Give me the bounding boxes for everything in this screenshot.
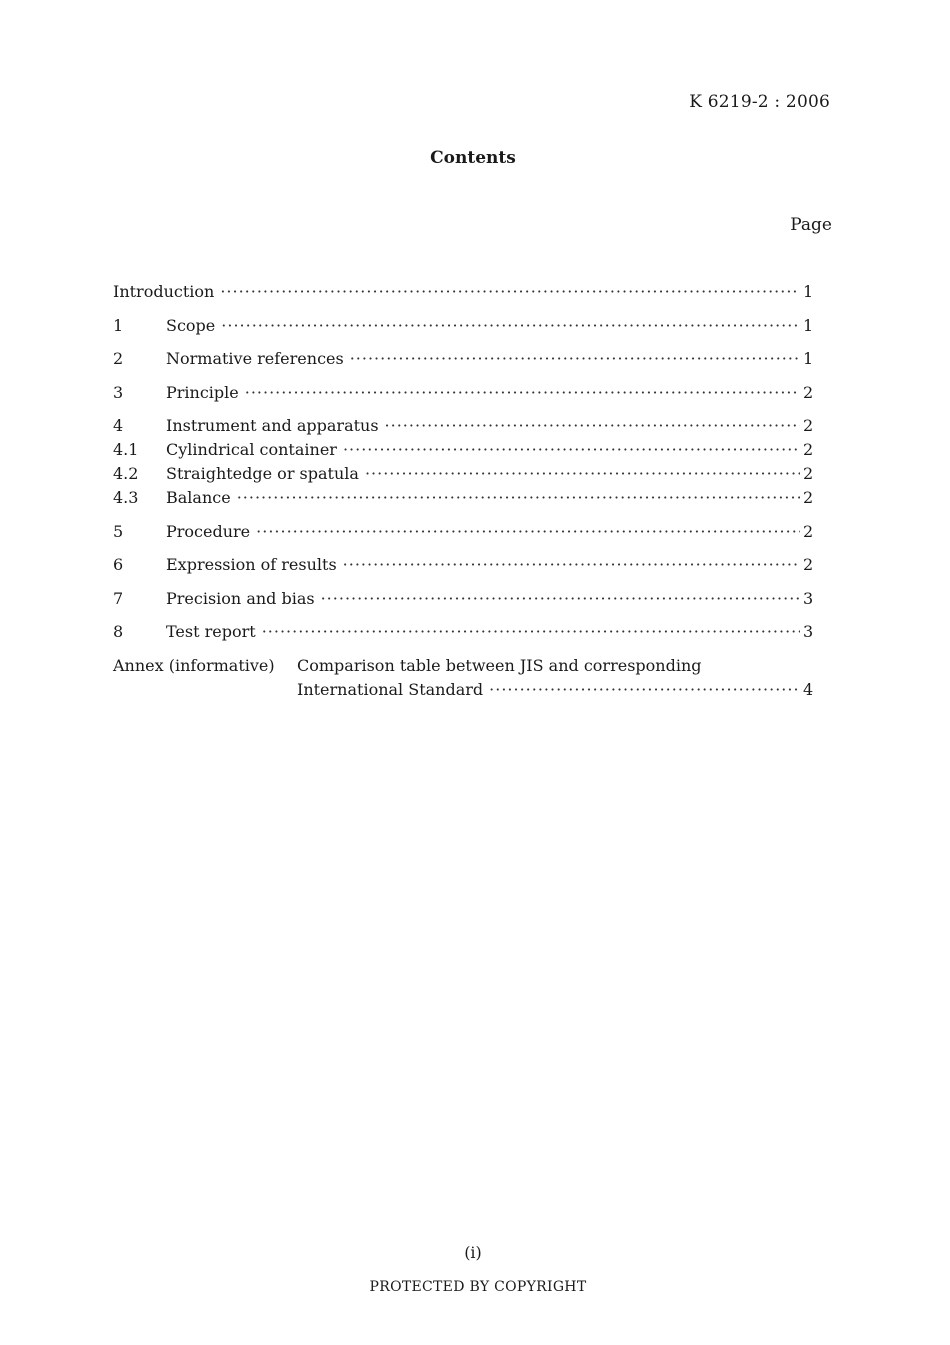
toc-entry-precision-and-bias[interactable] bbox=[113, 587, 813, 611]
page-title: Contents bbox=[430, 148, 516, 168]
toc-entry-straightedge-or-spatula[interactable] bbox=[113, 462, 813, 486]
toc-entry-balance[interactable] bbox=[113, 486, 813, 510]
toc-entry-procedure[interactable] bbox=[113, 520, 813, 544]
toc-entry-cylindrical-container[interactable] bbox=[113, 438, 813, 462]
toc-entry-title: Straightedge or spatula bbox=[166, 464, 359, 483]
toc-entry-number: 8 bbox=[113, 622, 124, 641]
toc-entry-page: 2 bbox=[803, 416, 814, 435]
copyright-notice: PROTECTED BY COPYRIGHT bbox=[369, 1279, 587, 1295]
toc-entry-page: 1 bbox=[803, 315, 814, 335]
toc-entry-test-report[interactable] bbox=[113, 620, 813, 644]
toc-entry-normative-references[interactable] bbox=[113, 347, 813, 371]
leader-dots bbox=[350, 347, 800, 371]
toc-entry-page: 2 bbox=[803, 555, 814, 574]
toc-entry-page: 2 bbox=[803, 488, 814, 507]
toc-entry-page: 2 bbox=[803, 464, 814, 483]
toc-entry-page: 2 bbox=[803, 521, 814, 541]
leader-dots bbox=[245, 381, 800, 405]
toc-entry-number: 5 bbox=[113, 521, 124, 541]
toc-entry-page: 4 bbox=[803, 679, 814, 699]
annex-label: Annex (informative) bbox=[113, 655, 275, 675]
toc-entry-title: Principle bbox=[166, 382, 239, 402]
table-of-contents bbox=[113, 280, 813, 702]
toc-entry-number: 2 bbox=[113, 349, 124, 368]
toc-entry-number: 4.1 bbox=[113, 440, 139, 459]
toc-entry-scope[interactable] bbox=[113, 314, 813, 338]
toc-entry-title: Precision and bias bbox=[166, 588, 315, 608]
page-folio: (i) bbox=[464, 1243, 482, 1262]
toc-entry-title: Expression of results bbox=[166, 555, 337, 574]
toc-entry-number: 4.2 bbox=[113, 464, 139, 483]
toc-entry-title: Normative references bbox=[166, 349, 344, 368]
toc-entry-page: 1 bbox=[803, 349, 814, 368]
leader-dots bbox=[221, 314, 800, 338]
toc-entry-page: 1 bbox=[803, 282, 814, 301]
toc-entry-principle[interactable] bbox=[113, 381, 813, 405]
toc-entry-title: Scope bbox=[166, 315, 216, 335]
leader-dots bbox=[343, 438, 800, 462]
leader-dots bbox=[237, 486, 800, 510]
leader-dots bbox=[220, 280, 800, 304]
toc-entry-number: 4 bbox=[113, 416, 124, 435]
toc-entry-expression-of-results[interactable] bbox=[113, 553, 813, 577]
toc-entry-title: Test report bbox=[166, 622, 256, 641]
standard-number: K 6219-2 : 2006 bbox=[689, 92, 830, 112]
toc-entry-number: 4.3 bbox=[113, 488, 139, 507]
leader-dots bbox=[489, 678, 800, 702]
toc-entry-title: Introduction bbox=[113, 282, 215, 301]
toc-entry-title: Balance bbox=[166, 488, 231, 507]
toc-entry-page: 3 bbox=[803, 622, 814, 641]
leader-dots bbox=[321, 587, 800, 611]
toc-entry-number: 3 bbox=[113, 382, 124, 402]
leader-dots bbox=[385, 414, 800, 438]
leader-dots bbox=[365, 462, 800, 486]
toc-entry-page: 2 bbox=[803, 440, 814, 459]
toc-entry-number: 6 bbox=[113, 555, 124, 574]
leader-dots bbox=[256, 520, 800, 544]
toc-entry-number: 1 bbox=[113, 315, 124, 335]
annex-title-line-2: International Standard bbox=[297, 679, 484, 699]
annex-title-line-1: Comparison table between JIS and corresponding bbox=[297, 655, 702, 675]
toc-entry-introduction[interactable] bbox=[113, 280, 813, 304]
toc-entry-page: 2 bbox=[803, 382, 814, 402]
leader-dots bbox=[262, 620, 800, 644]
page-column-label: Page bbox=[790, 215, 832, 235]
toc-entry-instrument-and-apparatus[interactable] bbox=[113, 414, 813, 438]
toc-entry-number: 7 bbox=[113, 588, 124, 608]
toc-entry-title: Procedure bbox=[166, 521, 251, 541]
leader-dots bbox=[343, 553, 800, 577]
toc-entry-annex[interactable] bbox=[113, 654, 813, 702]
toc-entry-page: 3 bbox=[803, 588, 814, 608]
toc-entry-title: Instrument and apparatus bbox=[166, 416, 379, 435]
toc-entry-title: Cylindrical container bbox=[166, 440, 337, 459]
